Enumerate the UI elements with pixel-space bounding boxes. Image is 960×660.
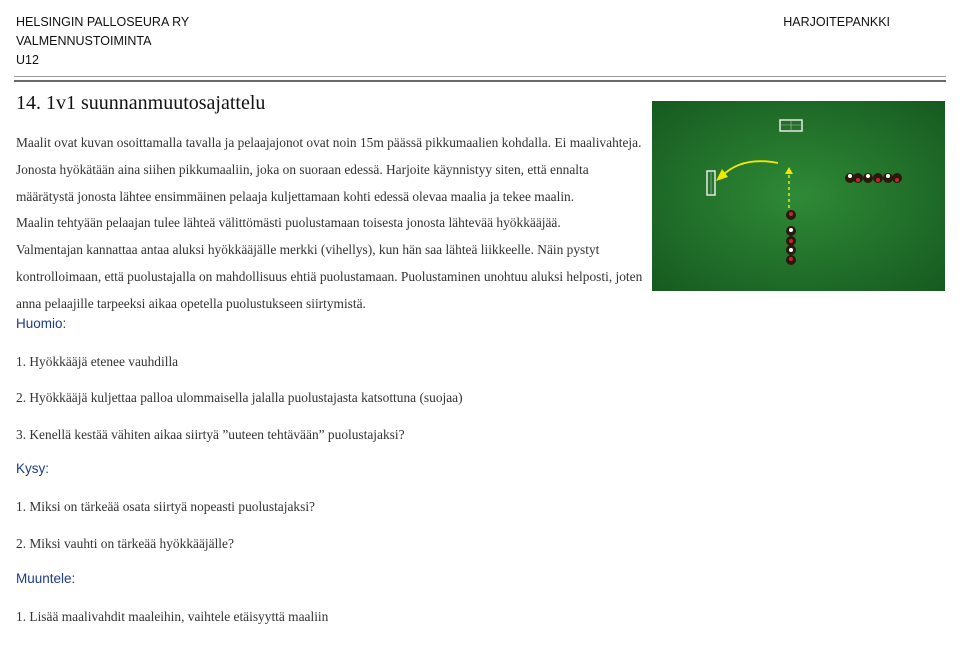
drill-description: [16, 130, 644, 318]
muuntele-heading: Muuntele:: [16, 571, 76, 586]
kysy-section: [16, 461, 49, 476]
description-paragraph: Maalin tehtyään pelaajan tulee lähteä välittömästi puolustamaan toisesta jonosta lähtevää hyökkääjää.: [16, 215, 561, 231]
org-name: HELSINGIN PALLOSEURA RY: [16, 15, 190, 29]
drill-diagram: [652, 101, 945, 291]
kysy-item: 1. Miksi on tärkeää osata siirtyä nopeasti puolustajaksi?: [16, 499, 315, 514]
pitch: [652, 101, 945, 291]
description-paragraph: Maalit ovat kuvan osoittamalla tavalla ja pelaajajonot ovat noin 15m päässä pikkumaalien kohdalla. Ei maalivahteja. Jonosta hyökätään aina siihen pikkumaaliin, joka on suoraan edessä. Harjoite käynnistyy siten, että ennalta määrätystä jonosta lähtee ensimmäinen pelaaja kuljettamaan kohti edessä olevaa maalia ja tekee maalin.: [16, 135, 642, 204]
header-divider-thick: [14, 80, 946, 82]
player-queue-bottom: [786, 210, 796, 265]
muuntele-section: [16, 571, 75, 586]
kysy-item: 2. Miksi vauhti on tärkeää hyökkääjälle?: [16, 536, 234, 551]
header-divider: [14, 76, 946, 77]
huomio-item: 3. Kenellä kestää vähiten aikaa siirtyä ”uuteen tehtävään” puolustajaksi?: [16, 427, 405, 442]
huomio-item: 2. Hyökkääjä kuljettaa palloa ulommaisella jalalla puolustajasta katsottuna (suojaa): [16, 390, 463, 405]
age-group: U12: [16, 53, 39, 67]
muuntele-item: 1. Lisää maalivahdit maaleihin, vaihtele etäisyyttä maaliin: [16, 609, 329, 624]
org-department: VALMENNUSTOIMINTA: [16, 34, 152, 48]
huomio-section: [16, 316, 66, 331]
description-paragraph: Valmentajan kannattaa antaa aluksi hyökkääjälle merkki (vihellys), kun hän saa lähteä liikkeelle. Näin pystyt kontrolloimaan, että puolustajalla on mahdollisuus ehtiä puolustamaan. Puolustaminen unohtuu aluksi helposti, joten anna pelaajille tarpeeksi aikaa opetella puolustukseen siirtymistä.: [16, 242, 643, 311]
kysy-heading: Kysy:: [16, 461, 50, 476]
huomio-heading: Huomio:: [16, 316, 67, 331]
org-header: [16, 13, 189, 70]
drill-title: 14. 1v1 suunnanmuutosajattelu: [16, 92, 266, 114]
huomio-item: 1. Hyökkääjä etenee vauhdilla: [16, 354, 179, 369]
bank-header: HARJOITEPANKKI: [783, 15, 890, 29]
